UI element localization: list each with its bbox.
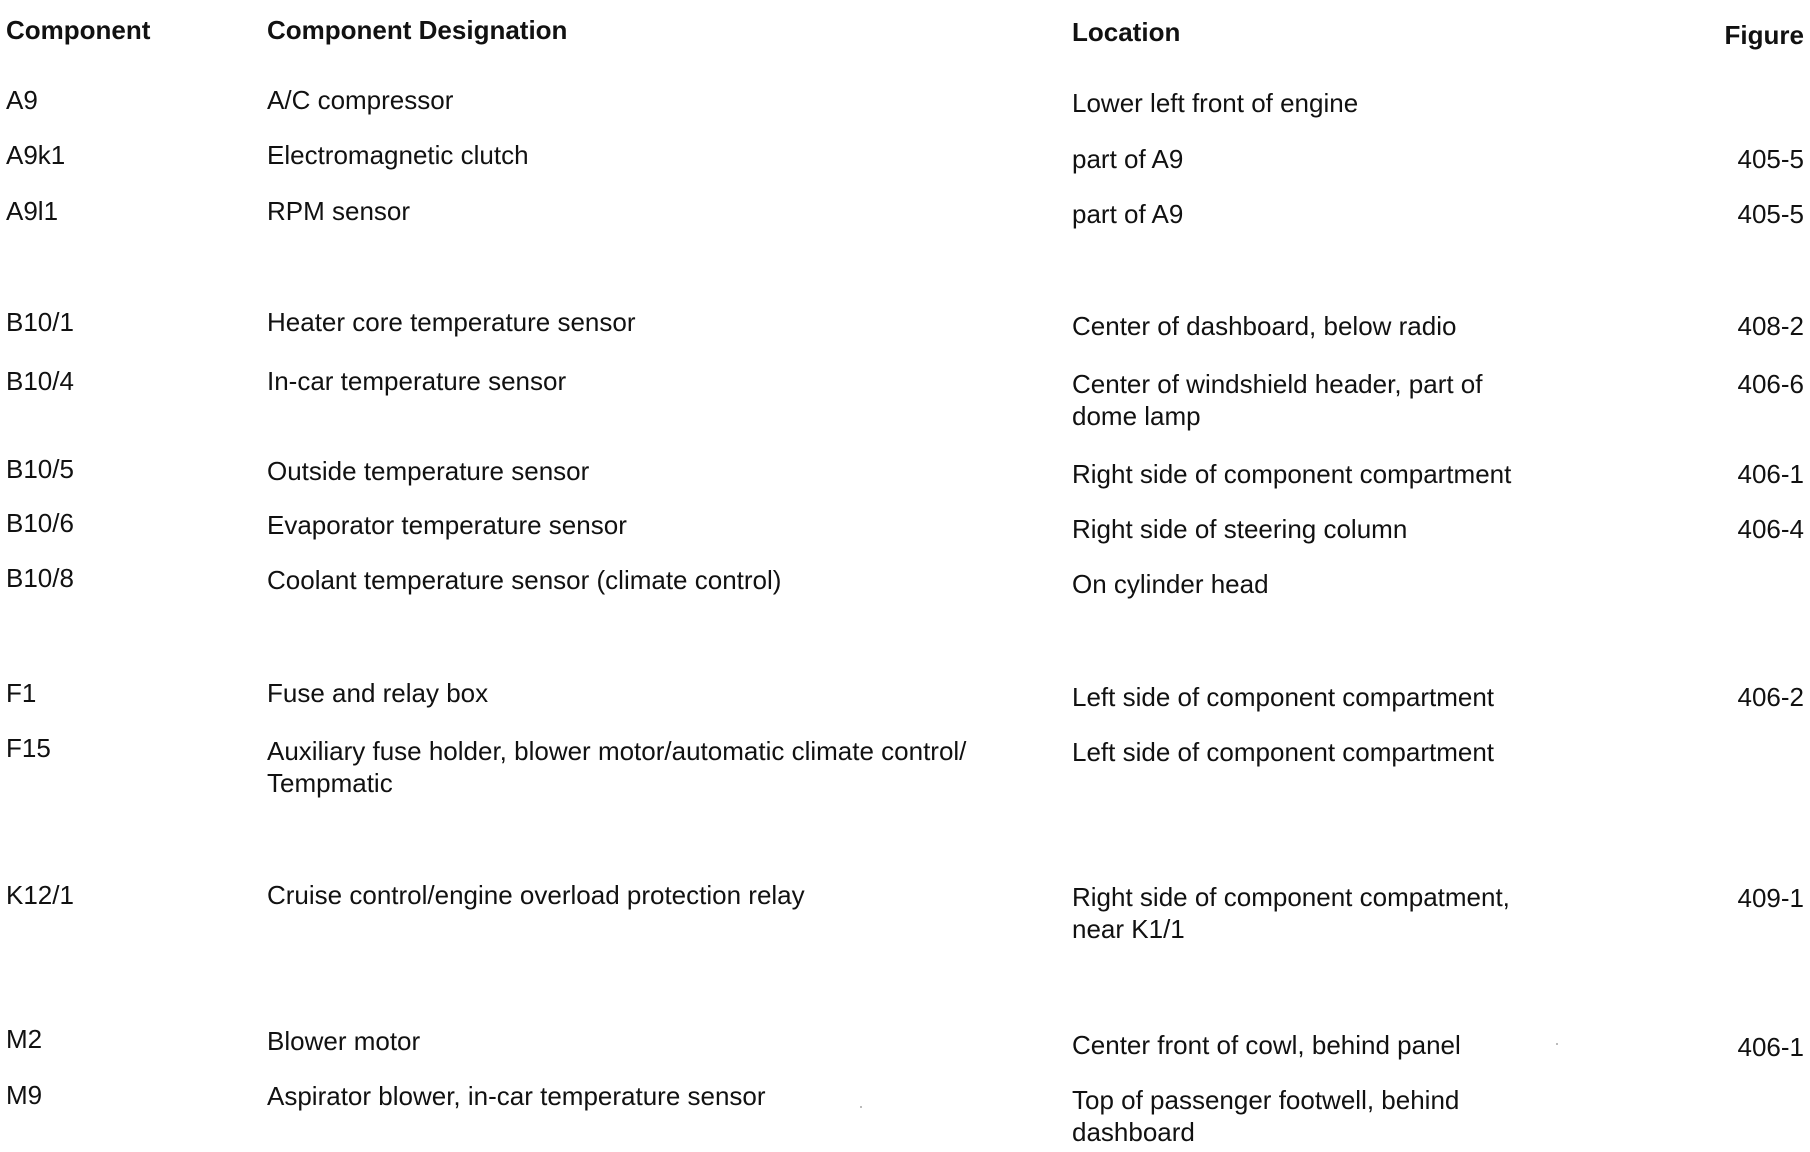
- row-component: B10/1: [6, 307, 74, 337]
- row-figure: 406-6: [1737, 369, 1804, 399]
- row-component: B10/8: [6, 563, 74, 593]
- row-component: B10/6: [6, 508, 74, 538]
- header-component: Component: [6, 15, 151, 45]
- row-location: Left side of component compartment: [1072, 682, 1495, 712]
- row-component: A9k1: [6, 140, 66, 170]
- row-location: Lower left front of engine: [1072, 88, 1359, 118]
- row-designation: Heater core temperature sensor: [267, 307, 636, 337]
- header-location: Location: [1072, 17, 1181, 47]
- row-designation: In-car temperature sensor: [267, 366, 567, 396]
- row-component: F1: [6, 678, 37, 708]
- row-designation: RPM sensor: [267, 196, 411, 226]
- row-figure: 408-2: [1737, 311, 1804, 341]
- row-location: part of A9: [1072, 199, 1184, 229]
- row-component: M2: [6, 1024, 43, 1054]
- row-designation: Electromagnetic clutch: [267, 140, 529, 170]
- row-location-line-1: Top of passenger footwell, behind: [1072, 1085, 1460, 1115]
- row-component: A9: [6, 85, 38, 115]
- row-component: M9: [6, 1080, 43, 1110]
- row-designation: Fuse and relay box: [267, 678, 489, 708]
- header-designation: Component Designation: [267, 15, 568, 45]
- row-location-line-1: Right side of component compatment,: [1072, 882, 1510, 912]
- row-designation: Blower motor: [267, 1026, 421, 1056]
- row-location: Center of dashboard, below radio: [1072, 311, 1457, 341]
- row-figure: 406-2: [1737, 682, 1804, 712]
- row-figure: 406-1: [1737, 1032, 1804, 1062]
- row-figure: 406-4: [1737, 514, 1804, 544]
- scan-speck: [1556, 1043, 1558, 1045]
- row-component: A9l1: [6, 196, 59, 226]
- row-location: Right side of component compartment: [1072, 459, 1512, 489]
- row-designation: A/C compressor: [267, 85, 454, 115]
- row-figure: 406-1: [1737, 459, 1804, 489]
- row-location-line-2: dashboard: [1072, 1117, 1195, 1147]
- row-location-line-2: dome lamp: [1072, 401, 1201, 431]
- row-location: part of A9: [1072, 144, 1184, 174]
- row-location: Right side of steering column: [1072, 514, 1408, 544]
- row-figure: 409-1: [1737, 883, 1804, 913]
- row-designation-line-1: Auxiliary fuse holder, blower motor/automatic climate control/: [267, 736, 967, 766]
- row-component: B10/5: [6, 454, 74, 484]
- row-component: B10/4: [6, 366, 74, 396]
- row-location: Center front of cowl, behind panel: [1072, 1030, 1461, 1060]
- row-designation: Evaporator temperature sensor: [267, 510, 627, 540]
- row-designation: Cruise control/engine overload protection relay: [267, 880, 805, 910]
- row-designation: Outside temperature sensor: [267, 456, 590, 486]
- row-location-line-1: Center of windshield header, part of: [1072, 369, 1483, 399]
- row-component: F15: [6, 733, 51, 763]
- row-location: On cylinder head: [1072, 569, 1269, 599]
- scan-speck: [860, 1106, 862, 1108]
- row-designation-line-2: Tempmatic: [267, 768, 393, 798]
- row-designation: Coolant temperature sensor (climate control): [267, 565, 782, 595]
- row-location-line-2: near K1/1: [1072, 914, 1185, 944]
- row-figure: 405-5: [1737, 144, 1804, 174]
- row-component: K12/1: [6, 880, 74, 910]
- header-figure: Figure: [1724, 20, 1804, 50]
- row-figure: 405-5: [1737, 199, 1804, 229]
- row-designation: Aspirator blower, in-car temperature sensor: [267, 1081, 766, 1111]
- row-location: Left side of component compartment: [1072, 737, 1495, 767]
